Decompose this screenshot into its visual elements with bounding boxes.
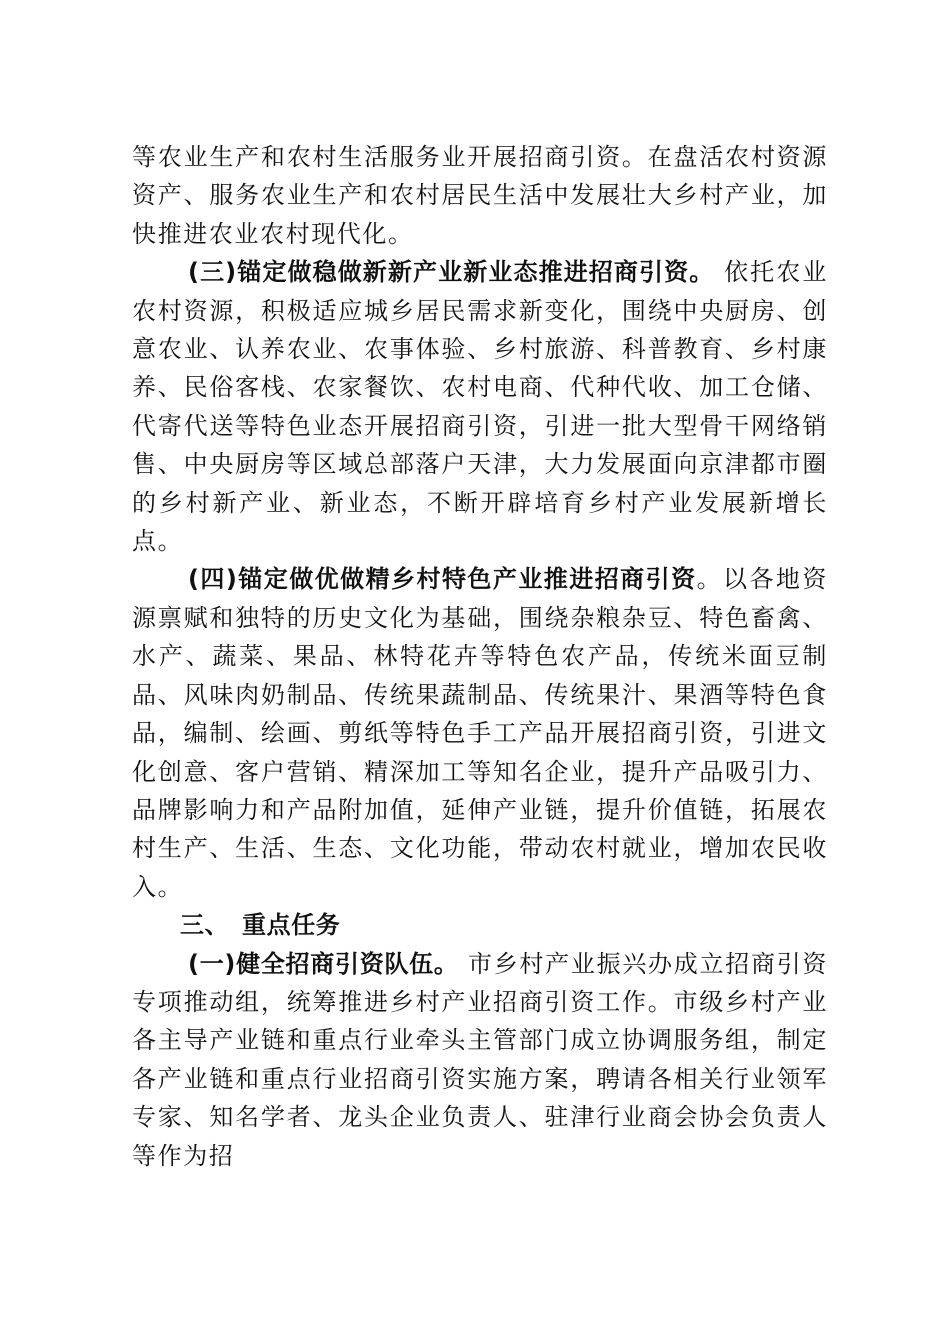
paragraph-lead: (四)锚定做优做精乡村特色产业推进招商引资 (188, 565, 697, 594)
paragraph-text: 依托农业农村资源，积极适应城乡居民需求新变化，围绕中央厨房、创意农业、认养农业、农事体验、乡村旅游、科普教育、乡村康养、民俗客栈、农家餐饮、农村电商、代种代收、加工仓储、代寄代送等特色业态开展招商引资，引进一批大型骨干网络销售、中央厨房等区域总部落户天津，大力发展面向京津都市圈的乡村新产业、新业态，不断开辟培育乡村产业发展新增长点。 (132, 258, 828, 556)
paragraph-team-building (132, 945, 828, 1175)
paragraph-specialty-industries (132, 560, 828, 906)
paragraph-lead: (三)锚定做稳做新新产业新业态推进招商引资。 (188, 258, 715, 287)
paragraph-text: 等农业生产和农村生活服务业开展招商引资。在盘活农村资源资产、服务农业生产和农村居民生活中发展壮大乡村产业，加快推进农业农村现代化。 (132, 143, 828, 248)
document-body (132, 138, 828, 1175)
paragraph-text: 。以各地资源禀赋和独特的历史文化为基础，围绕杂粮杂豆、特色畜禽、水产、蔬菜、果品、林特花卉等特色农产品，传统米面豆制品、风味肉奶制品、传统果蔬制品、传统果汁、果酒等特色食品，编制、绘画、剪纸等特色手工产品开展招商引资，引进文化创意、客户营销、精深加工等知名企业，提升产品吸引力、品牌影响力和产品附加值，延伸产业链，提升价值链，拓展农村生产、生活、生态、文化功能，带动农村就业，增加农民收入。 (132, 565, 828, 901)
paragraph-new-industries (132, 253, 828, 560)
section-title: 重点任务 (242, 911, 341, 940)
paragraph-text: 市乡村产业振兴办成立招商引资专项推动组，统筹推进乡村产业招商引资工作。市级乡村产业各主导产业链和重点行业牵头主管部门成立协调服务组，制定各产业链和重点行业招商引资实施方案，聘请各相关行业领军专家、知名学者、龙头企业负责人、驻津行业商会协会负责人等作为招 (132, 949, 828, 1170)
section-heading (132, 906, 828, 944)
paragraph-lead: (一)健全招商引资队伍。 (188, 949, 459, 978)
paragraph-continuation (132, 138, 828, 253)
section-number: 三、 (180, 911, 230, 940)
